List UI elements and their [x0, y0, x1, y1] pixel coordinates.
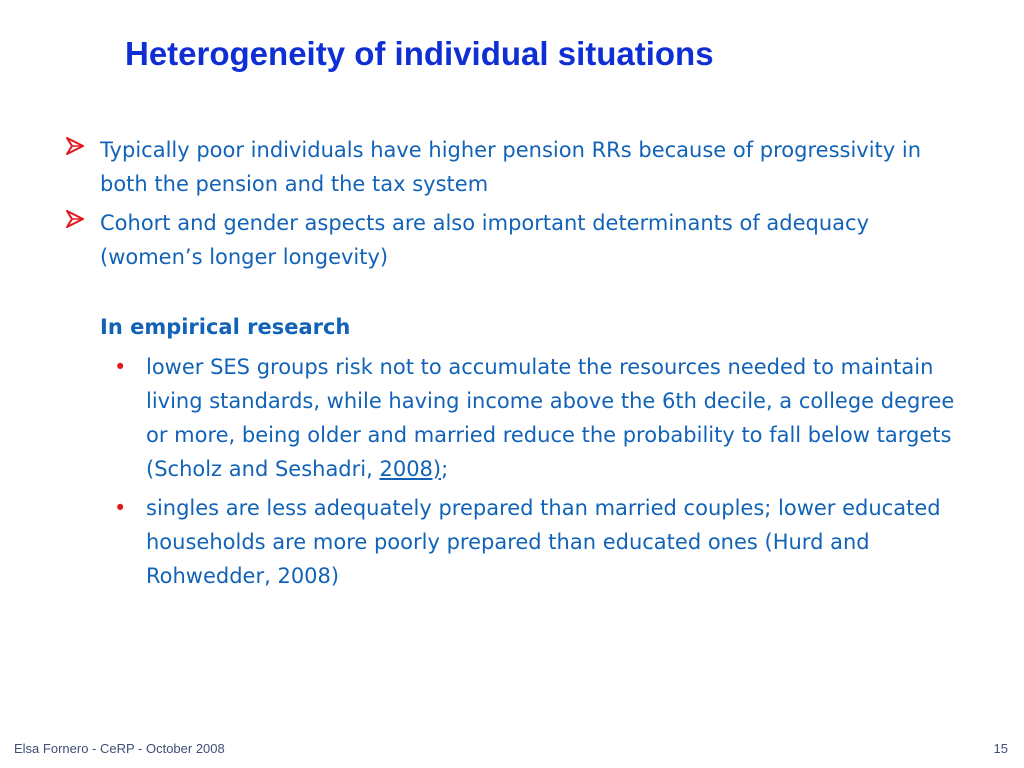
main-bullet-text: Cohort and gender aspects are also important determinants of adequacy (women’s longer longevity) — [100, 211, 870, 269]
main-bullet-list — [66, 133, 966, 279]
research-bullet-2 — [114, 491, 964, 593]
research-bullet-1 — [114, 350, 964, 486]
research-bullet-text-after-link: ; — [441, 457, 449, 481]
section-heading: In empirical research — [100, 315, 351, 339]
red-arrowhead-icon — [66, 137, 84, 155]
red-dot-icon: • — [114, 496, 127, 520]
red-arrowhead-icon — [66, 210, 84, 228]
research-bullet-text-before-link: lower SES groups risk not to accumulate the resources needed to maintain living standards, while having income above the 6th decile, a college degree or more, being older and married reduce the probability to fall below targets (Scholz and Seshadri, — [146, 355, 955, 481]
page-number: 15 — [993, 741, 1008, 756]
main-bullet-1 — [66, 133, 966, 201]
footer-author-date: Elsa Fornero - CeRP - October 2008 — [14, 741, 225, 756]
red-dot-icon: • — [114, 355, 127, 379]
main-bullet-text: Typically poor individuals have higher pension RRs because of progressivity in both the pension and the tax system — [100, 138, 922, 196]
research-bullet-text — [146, 350, 964, 486]
citation-link[interactable]: 2008) — [379, 457, 442, 481]
research-bullet-list — [114, 350, 964, 598]
main-bullet-2 — [66, 206, 966, 274]
research-bullet-text: singles are less adequately prepared than married couples; lower educated households are more poorly prepared than educated ones (Hurd and Rohwedder, 2008) — [146, 496, 941, 588]
slide-title: Heterogeneity of individual situations — [125, 35, 714, 72]
